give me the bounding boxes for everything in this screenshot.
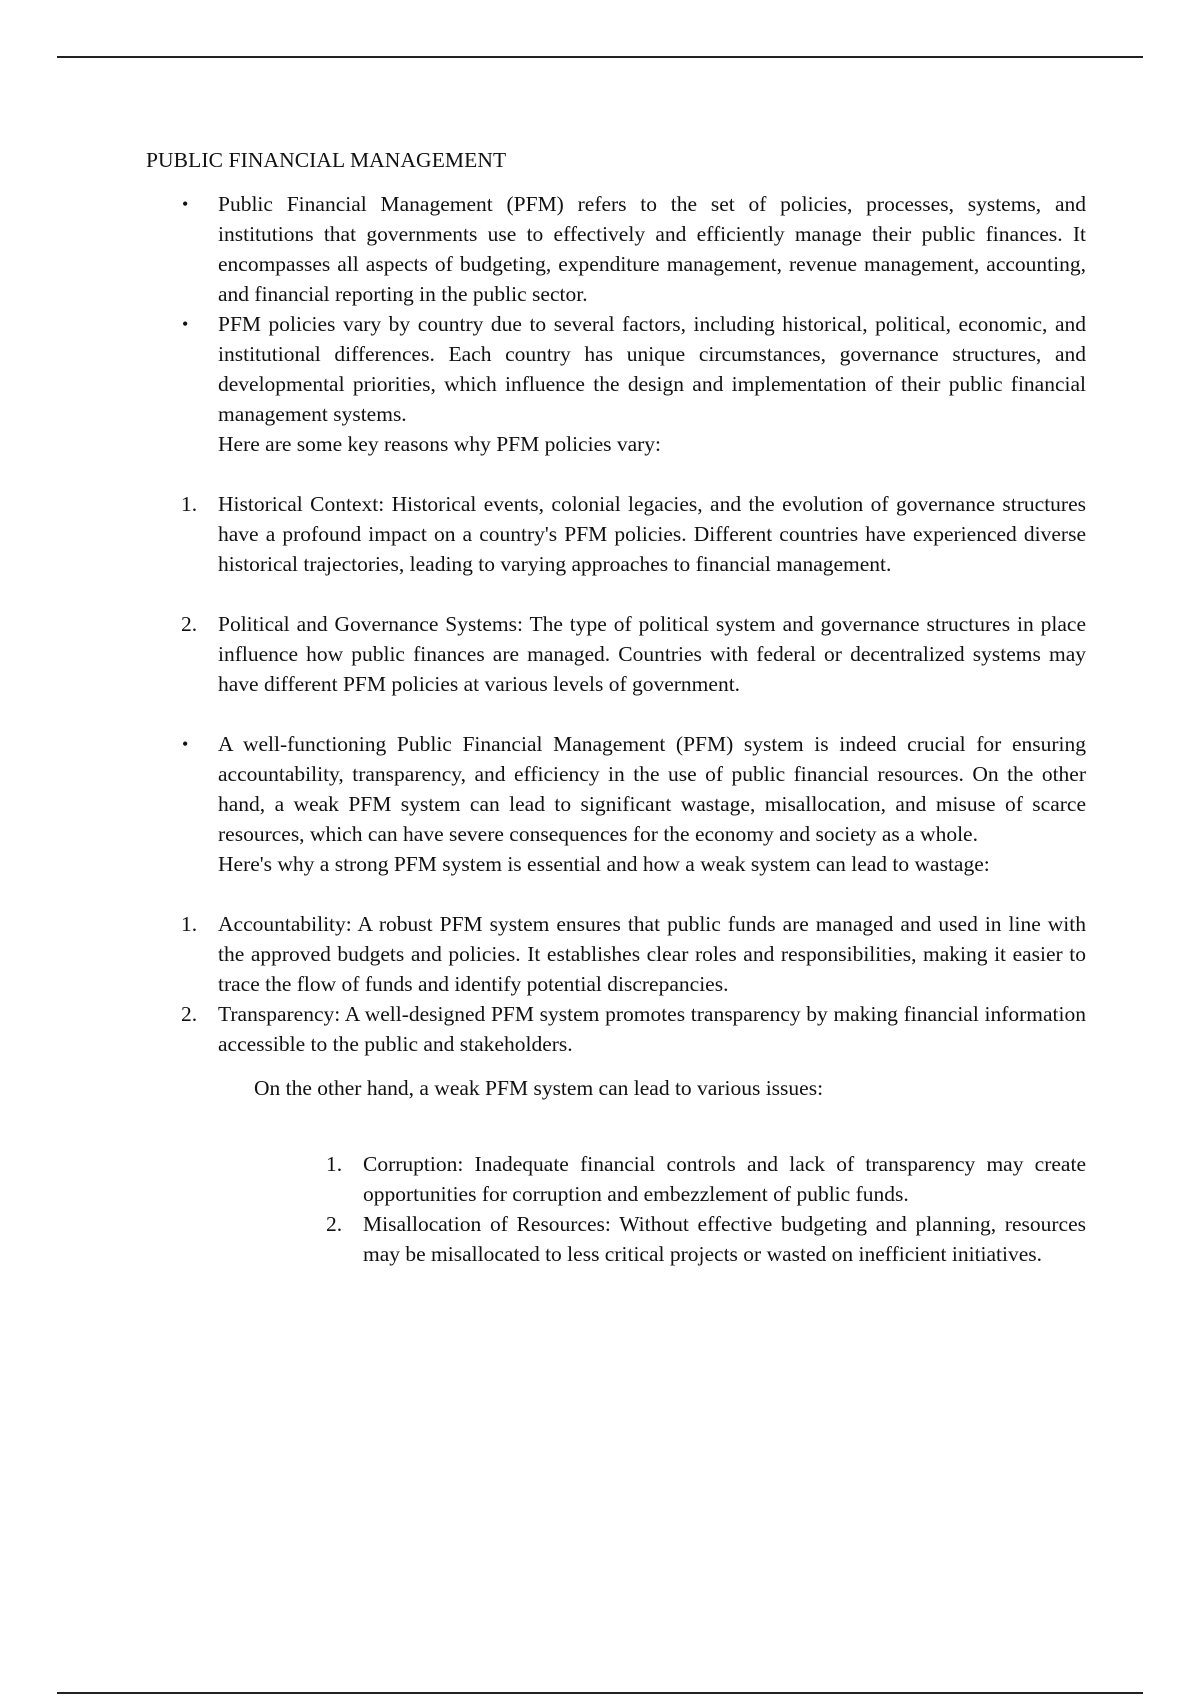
list-item-text: Accountability: A robust PFM system ensures that public funds are managed and used in line with the approved budgets and policies. It establishes clear roles and responsibilities, making it easier to trace the flow of funds and identify potential discrepancies. bbox=[218, 912, 1086, 996]
footer-rule bbox=[57, 1692, 1143, 1694]
bullet-dot-icon: • bbox=[182, 734, 189, 754]
bullet-item bbox=[146, 729, 1086, 879]
list-number: 1. bbox=[326, 1152, 343, 1176]
bullet-text: A well-functioning Public Financial Management (PFM) system is indeed crucial for ensuring accountability, transparency, and efficiency in the use of public financial resources. On the other hand, a weak PFM system can lead to significant wastage, misallocation, and misuse of scarce resources, which can have severe consequences for the economy and society as a whole. bbox=[218, 732, 1086, 846]
list-item-text: Transparency: A well-designed PFM system promotes transparency by making financial information accessible to the public and stakeholders. bbox=[218, 1002, 1086, 1056]
list-item bbox=[181, 999, 1086, 1059]
bullet-followup-text: Here's why a strong PFM system is essential and how a weak system can lead to wastage: bbox=[218, 852, 990, 876]
section-note: On the other hand, a weak PFM system can lead to various issues: bbox=[254, 1076, 824, 1100]
bullet-followup-text: Here are some key reasons why PFM policies vary: bbox=[218, 432, 662, 456]
list-item bbox=[326, 1209, 1086, 1269]
numbered-sublist bbox=[146, 1149, 1086, 1269]
bullet-text: PFM policies vary by country due to several factors, including historical, political, economic, and institutional differences. Each country has unique circumstances, governance structures, and developmental priorities, which influence the design and implementation of their public financial management systems. bbox=[218, 312, 1086, 426]
numbered-list bbox=[146, 909, 1086, 1059]
list-number: 2. bbox=[181, 612, 198, 636]
document-body bbox=[146, 145, 1086, 1269]
bullet-dot-icon: • bbox=[182, 314, 189, 334]
document-title: PUBLIC FINANCIAL MANAGEMENT bbox=[146, 148, 507, 172]
bullet-item bbox=[146, 309, 1086, 459]
list-item-text: Corruption: Inadequate financial controls and lack of transparency may create opportunities for corruption and embezzlement of public funds. bbox=[363, 1152, 1086, 1206]
list-number: 1. bbox=[181, 492, 198, 516]
list-number: 2. bbox=[326, 1212, 343, 1236]
bullet-item bbox=[146, 189, 1086, 309]
list-number: 2. bbox=[181, 1002, 198, 1026]
list-item bbox=[326, 1149, 1086, 1209]
list-item-text: Political and Governance Systems: The type of political system and governance structures in place influence how public finances are managed. Countries with federal or decentralized systems may have different PFM policies at various levels of government. bbox=[218, 612, 1086, 696]
bullet-text: Public Financial Management (PFM) refers to the set of policies, processes, systems, and institutions that governments use to effectively and efficiently manage their public finances. It encompasses all aspects of budgeting, expenditure management, revenue management, accounting, and financial reporting in the public sector. bbox=[218, 192, 1086, 306]
list-item-text: Historical Context: Historical events, colonial legacies, and the evolution of governance structures have a profound impact on a country's PFM policies. Different countries have experienced diverse historical trajectories, leading to varying approaches to financial management. bbox=[218, 492, 1086, 576]
list-number: 1. bbox=[181, 912, 198, 936]
list-item-text: Misallocation of Resources: Without effective budgeting and planning, resources may be misallocated to less critical projects or wasted on inefficient initiatives. bbox=[363, 1212, 1086, 1266]
list-item bbox=[181, 489, 1086, 579]
header-rule bbox=[57, 56, 1143, 58]
list-item bbox=[181, 909, 1086, 999]
list-item bbox=[181, 609, 1086, 699]
numbered-list bbox=[146, 489, 1086, 699]
bullet-dot-icon: • bbox=[182, 194, 189, 214]
